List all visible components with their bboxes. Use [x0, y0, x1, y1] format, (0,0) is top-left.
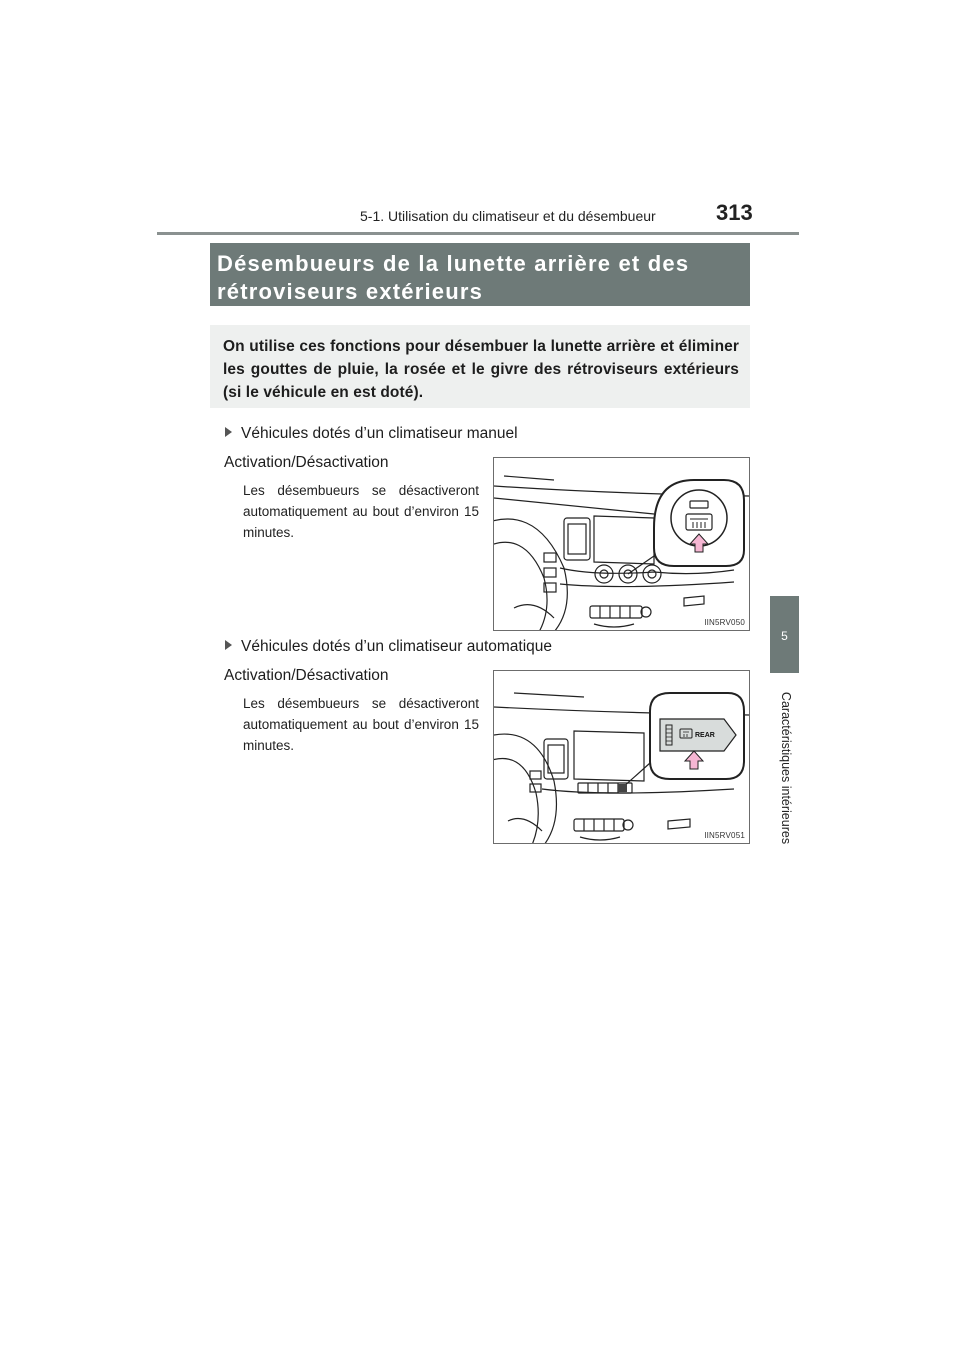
- automatic-dashboard-illustration: [494, 671, 750, 844]
- figure-code: IIN5RV051: [704, 831, 745, 840]
- automatic-ac-heading: [225, 638, 552, 656]
- automatic-ac-figure: [493, 670, 750, 844]
- section-title: Désembueurs de la lunette arrière et des rétroviseurs extérieurs: [217, 251, 690, 304]
- figure-code: IIN5RV050: [704, 618, 745, 627]
- triangle-bullet-icon: [225, 640, 232, 650]
- chapter-tab: 5: [770, 596, 799, 673]
- manual-ac-heading-text: Véhicules dotés d’un climatiseur manuel: [241, 425, 518, 442]
- manual-dashboard-illustration: [494, 458, 750, 631]
- automatic-ac-operation: Activation/Désactivation: [224, 667, 389, 684]
- automatic-ac-description: Les désembueurs se désactiveront automatiquement au bout d’environ 15 minutes.: [243, 696, 479, 753]
- page-number: 313: [716, 200, 753, 225]
- automatic-ac-heading-text: Véhicules dotés d’un climatiseur automatique: [241, 638, 553, 655]
- chapter-tab-label: Caractéristiques intérieures: [779, 691, 793, 845]
- manual-ac-description: Les désembueurs se désactiveront automatiquement au bout d’environ 15 minutes.: [243, 483, 479, 540]
- chapter-heading: 5-1. Utilisation du climatiseur et du désembueur: [360, 208, 656, 224]
- intro-text: On utilise ces fonctions pour désembuer la lunette arrière et éliminer les gouttes de pluie, la rosée et le givre des rétroviseurs extérieurs (si le véhicule en est doté).: [223, 338, 739, 401]
- manual-ac-figure: [493, 457, 750, 631]
- rear-button-label: REAR: [695, 732, 715, 739]
- section-title-box: [210, 243, 750, 306]
- intro-box: [210, 325, 750, 408]
- manual-ac-operation: Activation/Désactivation: [224, 454, 389, 471]
- triangle-bullet-icon: [225, 427, 232, 437]
- header-divider: [157, 232, 799, 235]
- manual-ac-heading: [225, 425, 518, 443]
